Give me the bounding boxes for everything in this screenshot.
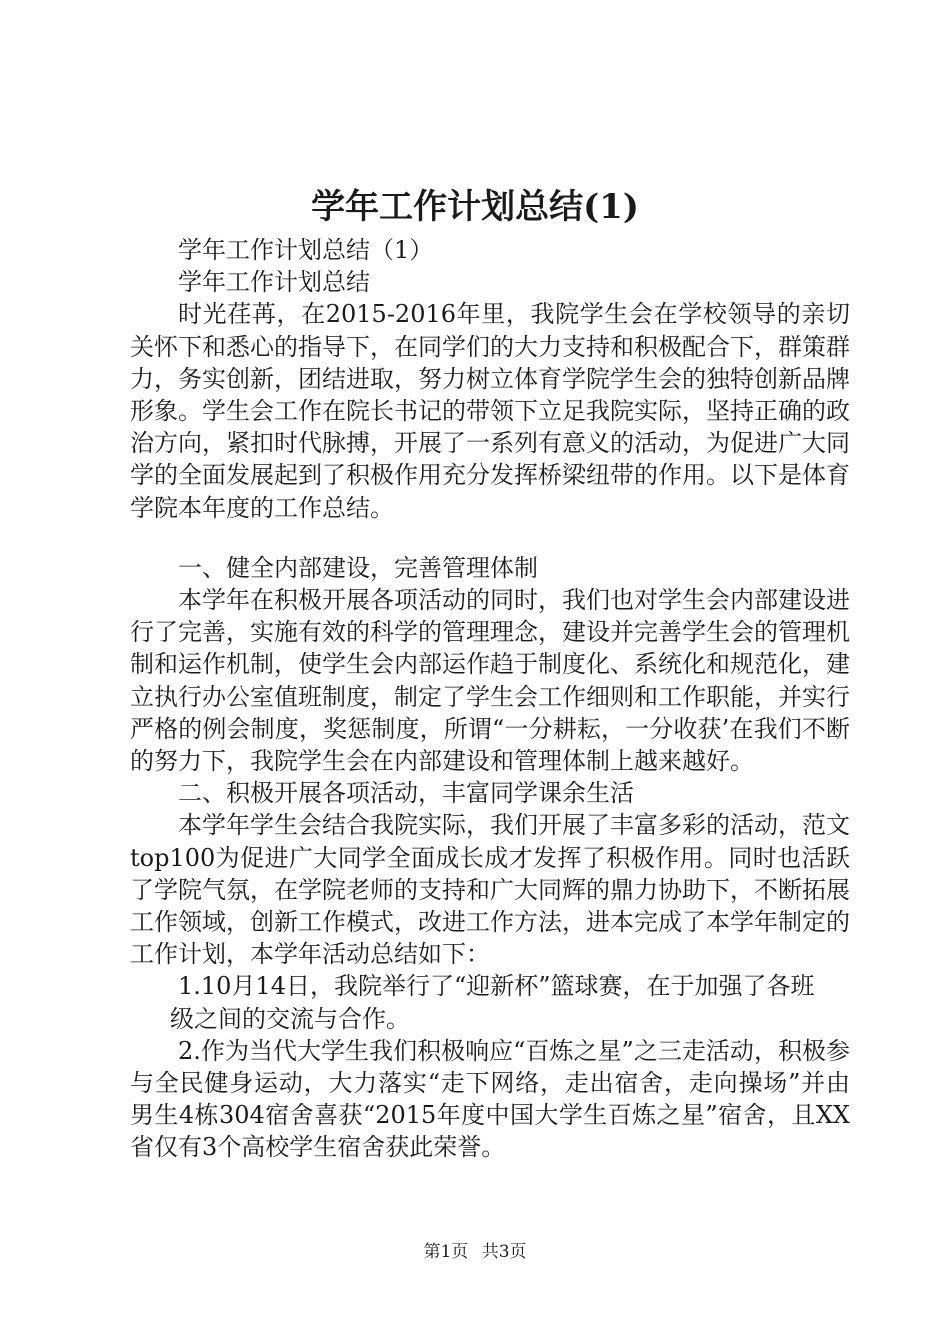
document-body [130, 234, 850, 1164]
subtitle-line: 学年工作计划总结（1） [178, 236, 434, 264]
document-title: 学年工作计划总结(1) [311, 187, 639, 227]
activity-item-1-continued: 级之间的交流与合作。 [170, 1004, 410, 1033]
page-number: 第1页 [423, 1242, 469, 1262]
section-1-paragraph: 本学年在积极开展各项活动的同时，我们也对学生会内部建设进行了完善，实施有效的科学的管理理念，建设并完善学生会的管理机制和运作机制，使学生会内部运作趋于制度化、系统化和规范化，建立执行办公室值班制度，制定了学生会工作细则和工作职能，并实行严格的例会制度，奖惩制度，所谓“一分耕耘，一分收获’在我们不断的努力下，我院学生会在内部建设和管理体制上越来越好。 [130, 586, 850, 776]
intro-paragraph: 时光荏苒，在2015-2016年里，我院学生会在学校领导的亲切关怀下和悉心的指导下，在同学们的大力支持和积极配合下，群策群力，务实创新，团结进取，努力树立体育学院学生会的独特创新品牌形象。学生会工作在院长书记的带领下立足我院实际，坚持正确的政治方向，紧扣时代脉搏，开展了一系列有意义的活动，为促进广大同学的全面发展起到了积极作用充分发挥桥梁纽带的作用。以下是体育学院本年度的工作总结。 [130, 300, 850, 522]
section-2-paragraph: 本学年学生会结合我院实际，我们开展了丰富多彩的活动，范文top100为促进广大同学全面成长成才发挥了积极作用。同时也活跃了学院气氛，在学院老师的支持和广大同辉的鼎力协助下，不断拓展工作领域，创新工作模式，改进工作方法，进本完成了本学年制定的工作计划，本学年活动总结如下： [130, 811, 850, 969]
activity-item-1: 1.10月14日，我院举行了“迎新杯”篮球赛，在于加强了各班 [178, 972, 815, 1001]
activity-item-2: 2.作为当代大学生我们积极响应“百炼之星”之三走活动，积极参与全民健身运动，大力落实“走下网络，走出宿舍，走向操场”并由男生4栋304宿舍喜获“2015年度中国大学生百炼之星”宿舍，且XX省仅有3个高校学生宿舍获此荣誉。 [130, 1036, 850, 1162]
page-total: 共3页 [481, 1242, 527, 1262]
section-heading-1: 一、健全内部建设，完善管理体制 [178, 553, 538, 582]
section-heading-2: 二、积极开展各项活动，丰富同学课余生活 [178, 779, 634, 808]
heading-line: 学年工作计划总结 [178, 268, 370, 297]
page-footer [0, 1240, 950, 1264]
